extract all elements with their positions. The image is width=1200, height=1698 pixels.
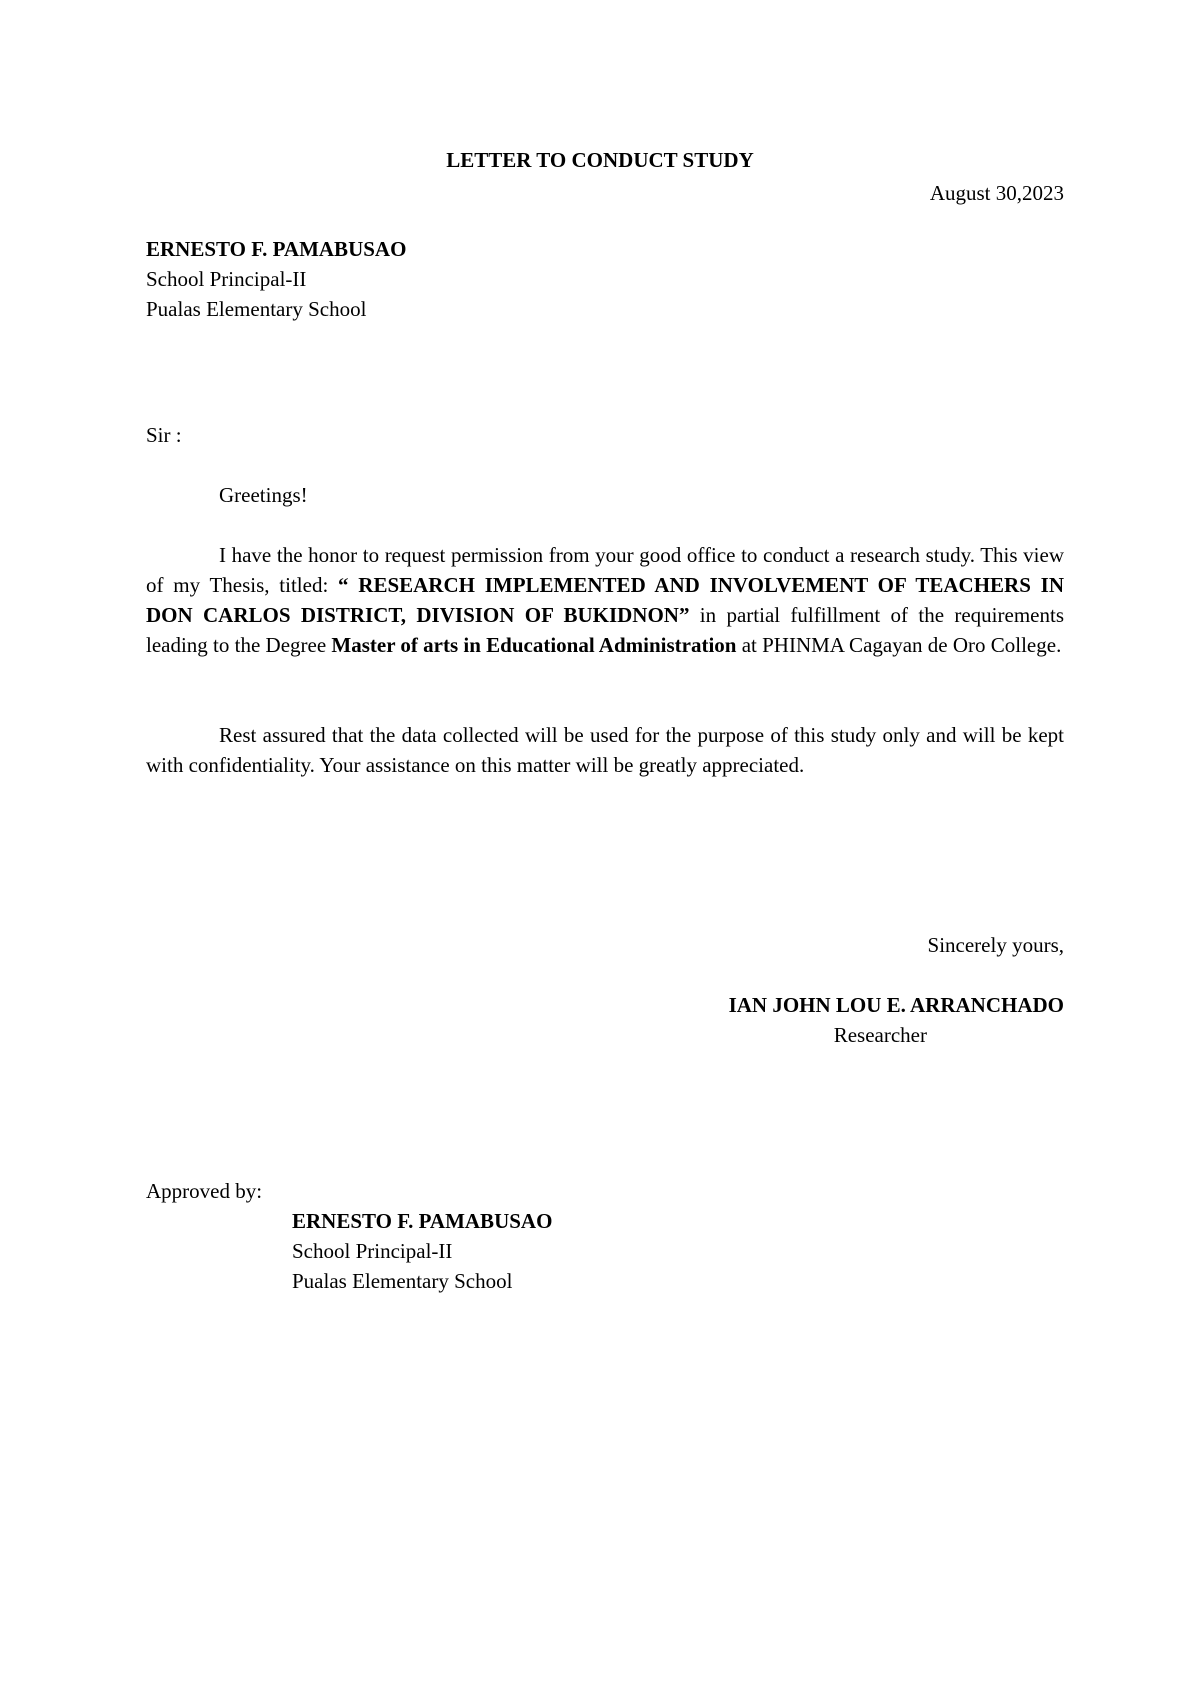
paragraph-intro: I have the honor to request permission from your good office to conduct a research study. This view of my Thesis, titled: — [146, 543, 1064, 597]
approver-name: ERNESTO F. PAMABUSAO — [292, 1209, 553, 1233]
paragraph-assurance-text: Rest assured that the data collected will be used for the purpose of this study only and will be kept with confidentiality. Your assistance on this matter will be greatly appreciated. — [146, 723, 1064, 777]
approval-label: Approved by: — [146, 1179, 263, 1203]
paragraph-assurance — [146, 720, 1064, 780]
paragraph-end: at PHINMA Cagayan de Oro College. — [736, 633, 1062, 657]
recipient-school: Pualas Elementary School — [146, 297, 367, 321]
letter-date: August 30,2023 — [929, 181, 1064, 205]
paragraph-request — [146, 540, 1064, 660]
salutation: Sir : — [146, 423, 182, 447]
signatory-name: IAN JOHN LOU E. ARRANCHADO — [728, 993, 1064, 1017]
letter-title: LETTER TO CONDUCT STUDY — [446, 148, 754, 172]
approver-position: School Principal-II — [292, 1239, 453, 1263]
approver-school: Pualas Elementary School — [292, 1269, 513, 1293]
degree-name: Master of arts in Educational Administration — [331, 633, 737, 657]
recipient-name: ERNESTO F. PAMABUSAO — [146, 237, 407, 261]
greeting: Greetings! — [219, 483, 308, 507]
paragraph-middle: in partial fulfillment of the requirements leading to the Degree — [146, 603, 1064, 657]
closing: Sincerely yours, — [927, 933, 1064, 957]
signatory-role: Researcher — [833, 1023, 927, 1047]
recipient-position: School Principal-II — [146, 267, 307, 291]
thesis-title: “ RESEARCH IMPLEMENTED AND INVOLVEMENT OF TEACHERS IN DON CARLOS DISTRICT, DIVISION OF BUKIDNON” — [146, 573, 1064, 627]
